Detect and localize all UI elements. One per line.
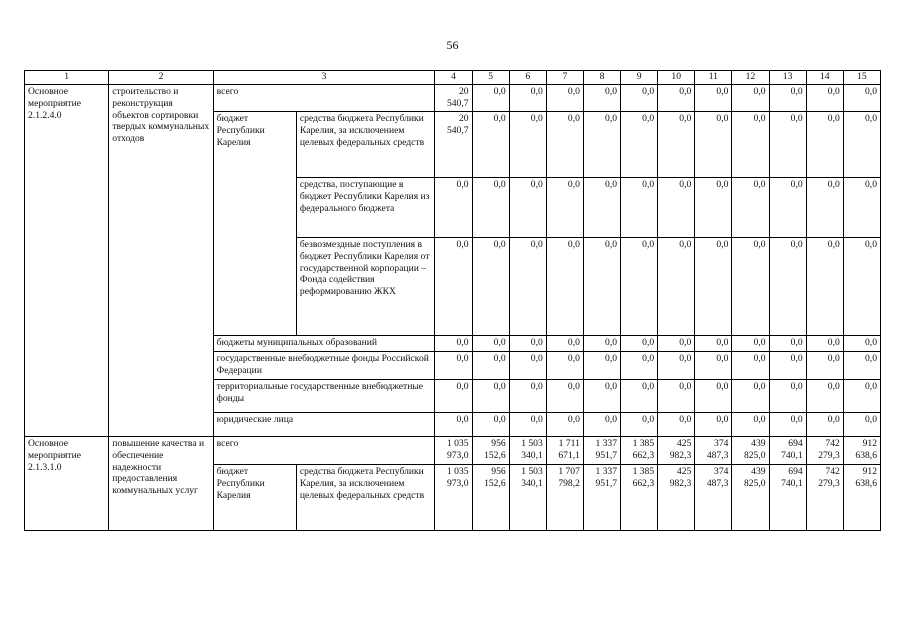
header-cell: 5 bbox=[472, 71, 509, 85]
value-cell: 425 982,3 bbox=[658, 465, 695, 531]
value-cell: 0,0 bbox=[546, 85, 583, 112]
row-label: юридические лица bbox=[213, 413, 435, 437]
value-cell: 0,0 bbox=[435, 336, 472, 352]
value-cell: 0,0 bbox=[621, 380, 658, 413]
value-cell: 0,0 bbox=[509, 85, 546, 112]
value-cell: 0,0 bbox=[583, 178, 620, 238]
value-cell: 0,0 bbox=[583, 112, 620, 178]
value-cell: 0,0 bbox=[658, 85, 695, 112]
value-cell: 0,0 bbox=[658, 112, 695, 178]
value-cell: 0,0 bbox=[658, 352, 695, 380]
header-cell: 2 bbox=[109, 71, 213, 85]
value-cell: 0,0 bbox=[843, 112, 880, 178]
value-cell: 20 540,7 bbox=[435, 112, 472, 178]
header-cell: 11 bbox=[695, 71, 732, 85]
value-cell: 0,0 bbox=[472, 238, 509, 336]
value-cell: 0,0 bbox=[843, 352, 880, 380]
event-code: Основное мероприятие 2.1.3.1.0 bbox=[25, 437, 109, 531]
value-cell: 0,0 bbox=[806, 380, 843, 413]
value-cell: 1 035 973,0 bbox=[435, 465, 472, 531]
value-cell: 0,0 bbox=[806, 352, 843, 380]
value-cell: 0,0 bbox=[621, 238, 658, 336]
header-cell: 14 bbox=[806, 71, 843, 85]
value-cell: 0,0 bbox=[769, 238, 806, 336]
value-cell: 0,0 bbox=[621, 112, 658, 178]
value-cell: 0,0 bbox=[472, 85, 509, 112]
value-cell: 694 740,1 bbox=[769, 437, 806, 465]
value-cell: 956 152,6 bbox=[472, 465, 509, 531]
value-cell: 0,0 bbox=[546, 413, 583, 437]
row-label: всего bbox=[213, 437, 435, 465]
row-label: безвозмездные поступления в бюджет Республики Карелия от государственной корпорации – Фонда содействия реформированию ЖКХ bbox=[296, 238, 434, 336]
row-label: бюджеты муниципальных образований bbox=[213, 336, 435, 352]
value-cell: 0,0 bbox=[769, 112, 806, 178]
header-cell: 6 bbox=[509, 71, 546, 85]
value-cell: 0,0 bbox=[509, 352, 546, 380]
table-row bbox=[25, 437, 881, 465]
value-cell: 0,0 bbox=[546, 336, 583, 352]
value-cell: 20 540,7 bbox=[435, 85, 472, 112]
event-title: повышение качества и обеспечение надежности предоставления коммунальных услуг bbox=[109, 437, 213, 531]
value-cell: 0,0 bbox=[621, 85, 658, 112]
header-cell: 3 bbox=[213, 71, 435, 85]
value-cell: 0,0 bbox=[435, 380, 472, 413]
value-cell: 0,0 bbox=[695, 238, 732, 336]
value-cell: 1 385 662,3 bbox=[621, 465, 658, 531]
row-group-label: бюджет Республики Карелия bbox=[213, 112, 296, 336]
value-cell: 742 279,3 bbox=[806, 437, 843, 465]
value-cell: 0,0 bbox=[583, 380, 620, 413]
value-cell: 0,0 bbox=[435, 413, 472, 437]
value-cell: 0,0 bbox=[769, 413, 806, 437]
value-cell: 0,0 bbox=[695, 85, 732, 112]
value-cell: 0,0 bbox=[732, 352, 769, 380]
value-cell: 0,0 bbox=[732, 380, 769, 413]
value-cell: 0,0 bbox=[732, 238, 769, 336]
header-cell: 4 bbox=[435, 71, 472, 85]
value-cell: 0,0 bbox=[435, 352, 472, 380]
header-cell: 8 bbox=[583, 71, 620, 85]
value-cell: 1 337 951,7 bbox=[583, 465, 620, 531]
value-cell: 0,0 bbox=[509, 413, 546, 437]
budget-table bbox=[24, 70, 881, 531]
value-cell: 0,0 bbox=[843, 336, 880, 352]
value-cell: 0,0 bbox=[695, 380, 732, 413]
value-cell: 0,0 bbox=[806, 112, 843, 178]
value-cell: 0,0 bbox=[583, 413, 620, 437]
value-cell: 0,0 bbox=[509, 112, 546, 178]
value-cell: 0,0 bbox=[435, 238, 472, 336]
page-number: 56 bbox=[446, 38, 459, 52]
value-cell: 0,0 bbox=[695, 178, 732, 238]
header-cell: 1 bbox=[25, 71, 109, 85]
value-cell: 0,0 bbox=[806, 413, 843, 437]
header-cell: 15 bbox=[843, 71, 880, 85]
value-cell: 1 385 662,3 bbox=[621, 437, 658, 465]
value-cell: 0,0 bbox=[546, 352, 583, 380]
value-cell: 0,0 bbox=[509, 238, 546, 336]
value-cell: 0,0 bbox=[732, 336, 769, 352]
event-code: Основное мероприятие 2.1.2.4.0 bbox=[25, 85, 109, 437]
value-cell: 0,0 bbox=[732, 112, 769, 178]
value-cell: 0,0 bbox=[621, 336, 658, 352]
value-cell: 0,0 bbox=[472, 336, 509, 352]
row-label: средства бюджета Республики Карелия, за исключением целевых федеральных средств bbox=[296, 465, 434, 531]
header-cell: 7 bbox=[546, 71, 583, 85]
value-cell: 374 487,3 bbox=[695, 465, 732, 531]
value-cell: 0,0 bbox=[658, 380, 695, 413]
value-cell: 1 707 798,2 bbox=[546, 465, 583, 531]
value-cell: 0,0 bbox=[769, 178, 806, 238]
value-cell: 0,0 bbox=[806, 336, 843, 352]
value-cell: 0,0 bbox=[695, 413, 732, 437]
value-cell: 0,0 bbox=[546, 112, 583, 178]
value-cell: 0,0 bbox=[435, 178, 472, 238]
header-cell: 10 bbox=[658, 71, 695, 85]
value-cell: 0,0 bbox=[472, 352, 509, 380]
value-cell: 0,0 bbox=[806, 85, 843, 112]
value-cell: 439 825,0 bbox=[732, 465, 769, 531]
value-cell: 0,0 bbox=[583, 352, 620, 380]
value-cell: 0,0 bbox=[806, 238, 843, 336]
value-cell: 1 337 951,7 bbox=[583, 437, 620, 465]
value-cell: 0,0 bbox=[621, 178, 658, 238]
value-cell: 1 035 973,0 bbox=[435, 437, 472, 465]
value-cell: 0,0 bbox=[509, 178, 546, 238]
value-cell: 0,0 bbox=[472, 178, 509, 238]
value-cell: 0,0 bbox=[732, 413, 769, 437]
value-cell: 0,0 bbox=[769, 352, 806, 380]
row-group-label: бюджет Республики Карелия bbox=[213, 465, 296, 531]
value-cell: 0,0 bbox=[806, 178, 843, 238]
value-cell: 0,0 bbox=[583, 336, 620, 352]
value-cell: 0,0 bbox=[583, 238, 620, 336]
value-cell: 0,0 bbox=[732, 178, 769, 238]
value-cell: 0,0 bbox=[621, 413, 658, 437]
value-cell: 0,0 bbox=[658, 336, 695, 352]
value-cell: 0,0 bbox=[843, 380, 880, 413]
value-cell: 0,0 bbox=[769, 85, 806, 112]
value-cell: 0,0 bbox=[472, 112, 509, 178]
value-cell: 0,0 bbox=[695, 336, 732, 352]
value-cell: 0,0 bbox=[583, 85, 620, 112]
row-label: всего bbox=[213, 85, 435, 112]
value-cell: 0,0 bbox=[769, 380, 806, 413]
value-cell: 0,0 bbox=[658, 178, 695, 238]
header-cell: 13 bbox=[769, 71, 806, 85]
value-cell: 1 711 671,1 bbox=[546, 437, 583, 465]
value-cell: 0,0 bbox=[843, 238, 880, 336]
value-cell: 1 503 340,1 bbox=[509, 437, 546, 465]
value-cell: 0,0 bbox=[658, 238, 695, 336]
value-cell: 425 982,3 bbox=[658, 437, 695, 465]
value-cell: 0,0 bbox=[546, 380, 583, 413]
row-label: территориальные государственные внебюджетные фонды bbox=[213, 380, 435, 413]
value-cell: 912 638,6 bbox=[843, 465, 880, 531]
value-cell: 439 825,0 bbox=[732, 437, 769, 465]
value-cell: 956 152,6 bbox=[472, 437, 509, 465]
value-cell: 374 487,3 bbox=[695, 437, 732, 465]
value-cell: 742 279,3 bbox=[806, 465, 843, 531]
value-cell: 912 638,6 bbox=[843, 437, 880, 465]
value-cell: 0,0 bbox=[472, 380, 509, 413]
row-label: государственные внебюджетные фонды Российской Федерации bbox=[213, 352, 435, 380]
value-cell: 0,0 bbox=[843, 85, 880, 112]
table-row bbox=[25, 85, 881, 112]
value-cell: 0,0 bbox=[509, 336, 546, 352]
value-cell: 0,0 bbox=[472, 413, 509, 437]
row-label: средства бюджета Республики Карелия, за исключением целевых федеральных средств bbox=[296, 112, 434, 178]
value-cell: 0,0 bbox=[695, 352, 732, 380]
value-cell: 0,0 bbox=[732, 85, 769, 112]
value-cell: 0,0 bbox=[658, 413, 695, 437]
value-cell: 1 503 340,1 bbox=[509, 465, 546, 531]
value-cell: 0,0 bbox=[546, 178, 583, 238]
event-title: строительство и реконструкция объектов сортировки твердых коммунальных отходов bbox=[109, 85, 213, 437]
value-cell: 0,0 bbox=[843, 413, 880, 437]
header-cell: 9 bbox=[621, 71, 658, 85]
value-cell: 0,0 bbox=[621, 352, 658, 380]
header-cell: 12 bbox=[732, 71, 769, 85]
value-cell: 0,0 bbox=[546, 238, 583, 336]
value-cell: 694 740,1 bbox=[769, 465, 806, 531]
value-cell: 0,0 bbox=[769, 336, 806, 352]
value-cell: 0,0 bbox=[695, 112, 732, 178]
value-cell: 0,0 bbox=[843, 178, 880, 238]
header-row bbox=[25, 71, 881, 85]
value-cell: 0,0 bbox=[509, 380, 546, 413]
row-label: средства, поступающие в бюджет Республики Карелия из федерального бюджета bbox=[296, 178, 434, 238]
